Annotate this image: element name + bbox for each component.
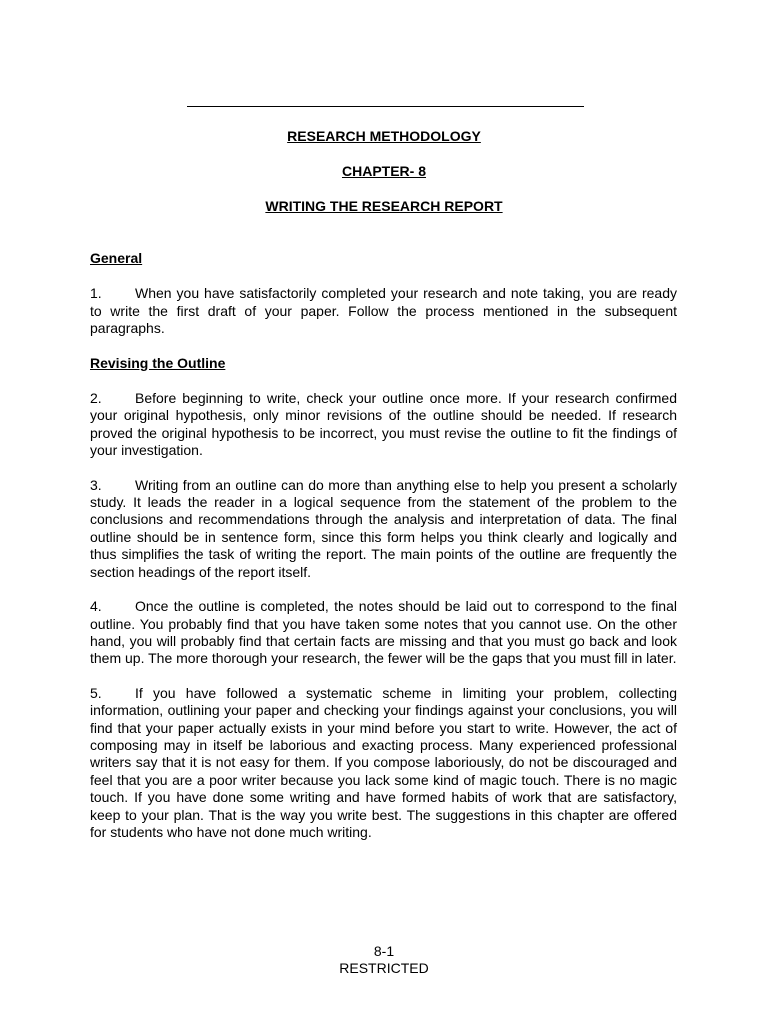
paragraph-5 [90, 685, 677, 842]
paragraph-number: 4. [90, 598, 102, 615]
paragraph-number: 1. [90, 285, 102, 302]
paragraph-number: 3. [90, 476, 102, 493]
paragraph-text: Writing from an outline can do more than anything else to help you present a scholarly study. It leads the reader in a logical sequence from the statement of the problem to the conclusions and recommendations through the analysis and interpretation of data. The final outline should be in sentence form, since this form helps you think clearly and logically and thus simplifies the task of writing the report. The main points of the outline are frequently the section headings of the report itself. [90, 476, 677, 580]
page-number: 8-1 [373, 943, 395, 959]
paragraph-text: If you have followed a systematic scheme in limiting your problem, collecting information, outlining your paper and checking your findings against your conclusions, you will find that your paper actually exists in your mind before you start to write. However, the act of composing may in itself be laborious and exacting process. Many experienced professional writers say that it is not easy for them. If you compose laboriously, do not be discouraged and feel that you are a poor writer because you lack some kind of magic touch. There is no magic touch. If you have done some writing and have formed habits of work that are satisfactory, keep to your plan. That is the way you write best. The suggestions in this chapter are offered for students who have not done much writing. [90, 684, 677, 840]
paragraph-number: 5. [90, 684, 102, 701]
section-heading-revising-outline: Revising the Outline [90, 354, 226, 371]
paragraph-1 [90, 285, 677, 337]
document-title: RESEARCH METHODOLOGY [287, 128, 481, 144]
paragraph-4 [90, 598, 677, 668]
document-body [90, 250, 677, 858]
classification-label: RESTRICTED [339, 960, 429, 976]
paragraph-text: When you have satisfactorily completed your research and note taking, you are ready to write the first draft of your paper. Follow the process mentioned in the subsequent paragraphs. [90, 285, 677, 337]
paragraph-text: Before beginning to write, check your outline once more. If your research confirmed your original hypothesis, only minor revisions of the outline should be needed. If research proved the original hypothesis to be incorrect, you must revise the outline to fit the findings of your investigation. [90, 390, 677, 459]
paragraph-2 [90, 390, 677, 460]
paragraph-text: Once the outline is completed, the notes should be laid out to correspond to the final outline. You probably find that you have taken some notes that you cannot use. On the other hand, you will probably find that certain facts are missing and that you must go back and look them up. The more thorough your research, the fewer will be the gaps that you must fill in later. [90, 598, 677, 667]
chapter-subtitle: WRITING THE RESEARCH REPORT [265, 198, 503, 214]
chapter-heading: CHAPTER- 8 [341, 163, 426, 179]
paragraph-number: 2. [90, 390, 102, 407]
header-rule [187, 106, 584, 107]
section-heading-general: General [90, 250, 143, 266]
paragraph-3 [90, 477, 677, 581]
